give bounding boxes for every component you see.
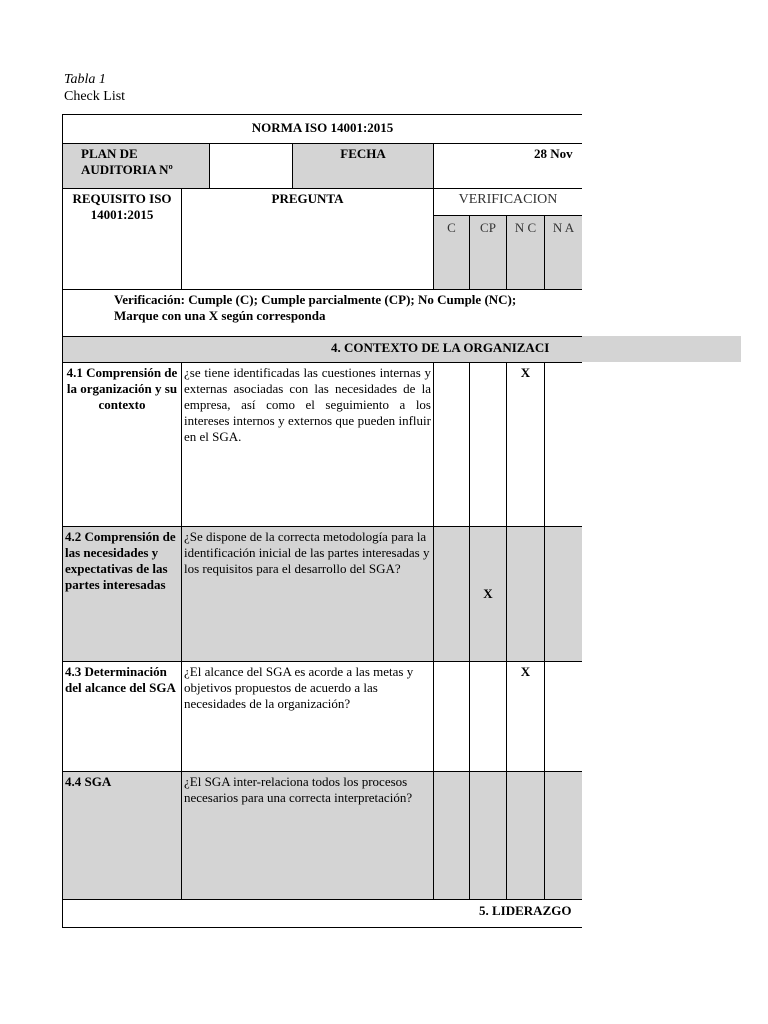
- plan-auditoria-label: PLAN DE AUDITORIA Nº: [62, 143, 209, 188]
- check-cp-4-4[interactable]: [469, 771, 506, 899]
- pregunta-4-2: ¿Se dispone de la correcta metodología para la identificación inicial de las partes interesadas y los requisitos para el desarrollo del SGA?: [181, 526, 433, 661]
- check-nc-4-1[interactable]: X: [506, 362, 544, 526]
- check-nc-4-2[interactable]: [506, 526, 544, 661]
- section-header-liderazgo: 5. LIDERAZGO: [62, 899, 582, 927]
- check-cp-4-3[interactable]: [469, 661, 506, 771]
- check-c-4-2[interactable]: [433, 526, 469, 661]
- check-na-4-3[interactable]: [544, 661, 582, 771]
- column-c: C: [433, 215, 469, 289]
- check-nc-4-3[interactable]: X: [506, 661, 544, 771]
- pregunta-4-1: ¿se tiene identificadas las cuestiones internas y externas asociadas con las necesidades de la empresa, así como el seguimiento a los intereses internos y externos que pueden influir en el SGA.: [181, 362, 433, 526]
- fecha-label: FECHA: [292, 143, 433, 188]
- check-na-4-4[interactable]: [544, 771, 582, 899]
- requisito-4-3: 4.3 Determinación del alcance del SGA: [62, 661, 181, 771]
- check-c-4-1[interactable]: [433, 362, 469, 526]
- legend-line-2: Marque con una X según corresponda: [114, 308, 326, 323]
- check-na-4-2[interactable]: [544, 526, 582, 661]
- pregunta-4-3: ¿El alcance del SGA es acorde a las metas y objetivos propuestos de acuerdo a las necesidades de la organización?: [181, 661, 433, 771]
- check-c-4-4[interactable]: [433, 771, 469, 899]
- column-requisito: REQUISITO ISO 14001:2015: [62, 188, 181, 289]
- plan-auditoria-value: [209, 143, 292, 188]
- norma-title: NORMA ISO 14001:2015: [62, 114, 582, 143]
- check-na-4-1[interactable]: [544, 362, 582, 526]
- check-c-4-3[interactable]: [433, 661, 469, 771]
- table-title: Check List: [64, 89, 126, 104]
- section-header-contexto: 4. CONTEXTO DE LA ORGANIZACI: [62, 336, 582, 362]
- column-cp: CP: [469, 215, 506, 289]
- check-cp-4-2[interactable]: X: [469, 526, 506, 661]
- legend-line-1: Verificación: Cumple (C); Cumple parcialmente (CP); No Cumple (NC);: [114, 292, 517, 307]
- table-label: Tabla 1: [64, 72, 106, 87]
- column-verificacion: VERIFICACION: [433, 188, 582, 215]
- column-pregunta: PREGUNTA: [181, 188, 433, 289]
- requisito-4-1: 4.1 Comprensión de la organización y su contexto: [62, 362, 181, 526]
- verificacion-legend: [62, 289, 582, 336]
- column-na: N A: [544, 215, 582, 289]
- check-cp-4-1[interactable]: [469, 362, 506, 526]
- section-header-overflow: [582, 336, 741, 362]
- requisito-4-4: 4.4 SGA: [62, 771, 181, 899]
- check-nc-4-4[interactable]: [506, 771, 544, 899]
- pregunta-4-4: ¿El SGA inter-relaciona todos los procesos necesarios para una correcta interpretación?: [181, 771, 433, 899]
- fecha-value: 28 Nov: [433, 143, 582, 188]
- column-nc: N C: [506, 215, 544, 289]
- table-bottom-border: [62, 927, 582, 928]
- requisito-4-2: 4.2 Comprensión de las necesidades y expectativas de las partes interesadas: [62, 526, 181, 661]
